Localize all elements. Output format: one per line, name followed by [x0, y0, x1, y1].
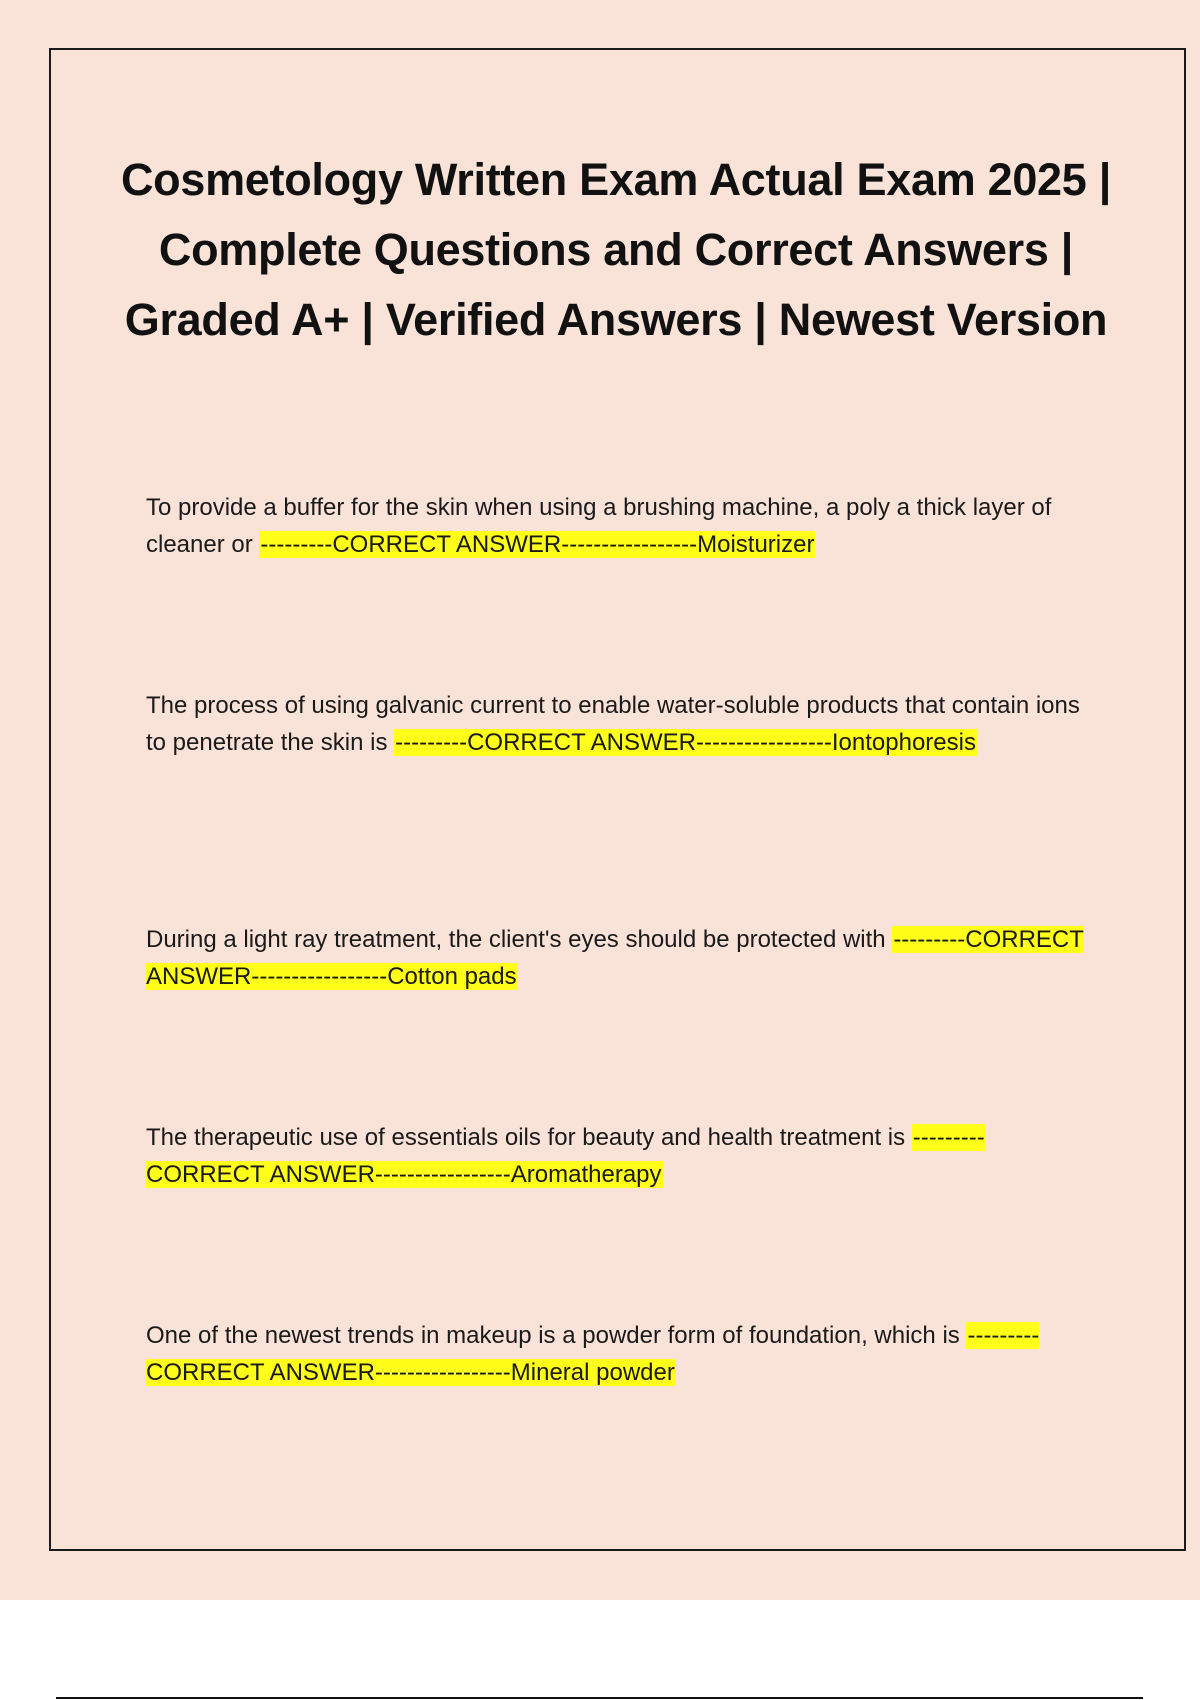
question-text: One of the newest trends in makeup is a powder form of foundation, which is — [146, 1322, 967, 1349]
qa-item-4 — [146, 1119, 1096, 1193]
document-title: Cosmetology Written Exam Actual Exam 2025 | Complete Questions and Correct Answers | Graded A+ | Verified Answers | Newest Version — [120, 154, 1112, 345]
answer-highlight: ---------CORRECT ANSWER-----------------Iontophoresis — [395, 729, 976, 756]
footer-divider — [56, 1697, 1143, 1699]
answer-highlight: ---------CORRECT ANSWER-----------------Mineral powder — [146, 1322, 1040, 1386]
question-text: The therapeutic use of essentials oils for beauty and health treatment is — [146, 1124, 912, 1151]
answer-highlight: ---------CORRECT ANSWER-----------------Aromatherapy — [146, 1124, 985, 1188]
answer-highlight: ---------CORRECT ANSWER-----------------Cotton pads — [146, 926, 1084, 990]
qa-item-1 — [146, 489, 1096, 563]
answer-highlight: ---------CORRECT ANSWER-----------------Moisturizer — [260, 531, 815, 558]
question-text: To provide a buffer for the skin when using a brushing machine, a poly a thick layer of cleaner or — [146, 494, 1052, 558]
question-text: The process of using galvanic current to enable water-soluble products that contain ions to penetrate the skin is — [146, 692, 1080, 756]
qa-item-5 — [146, 1317, 1096, 1391]
question-text: During a light ray treatment, the client's eyes should be protected with — [146, 926, 893, 953]
qa-item-2 — [146, 687, 1096, 761]
qa-item-3 — [146, 921, 1096, 995]
